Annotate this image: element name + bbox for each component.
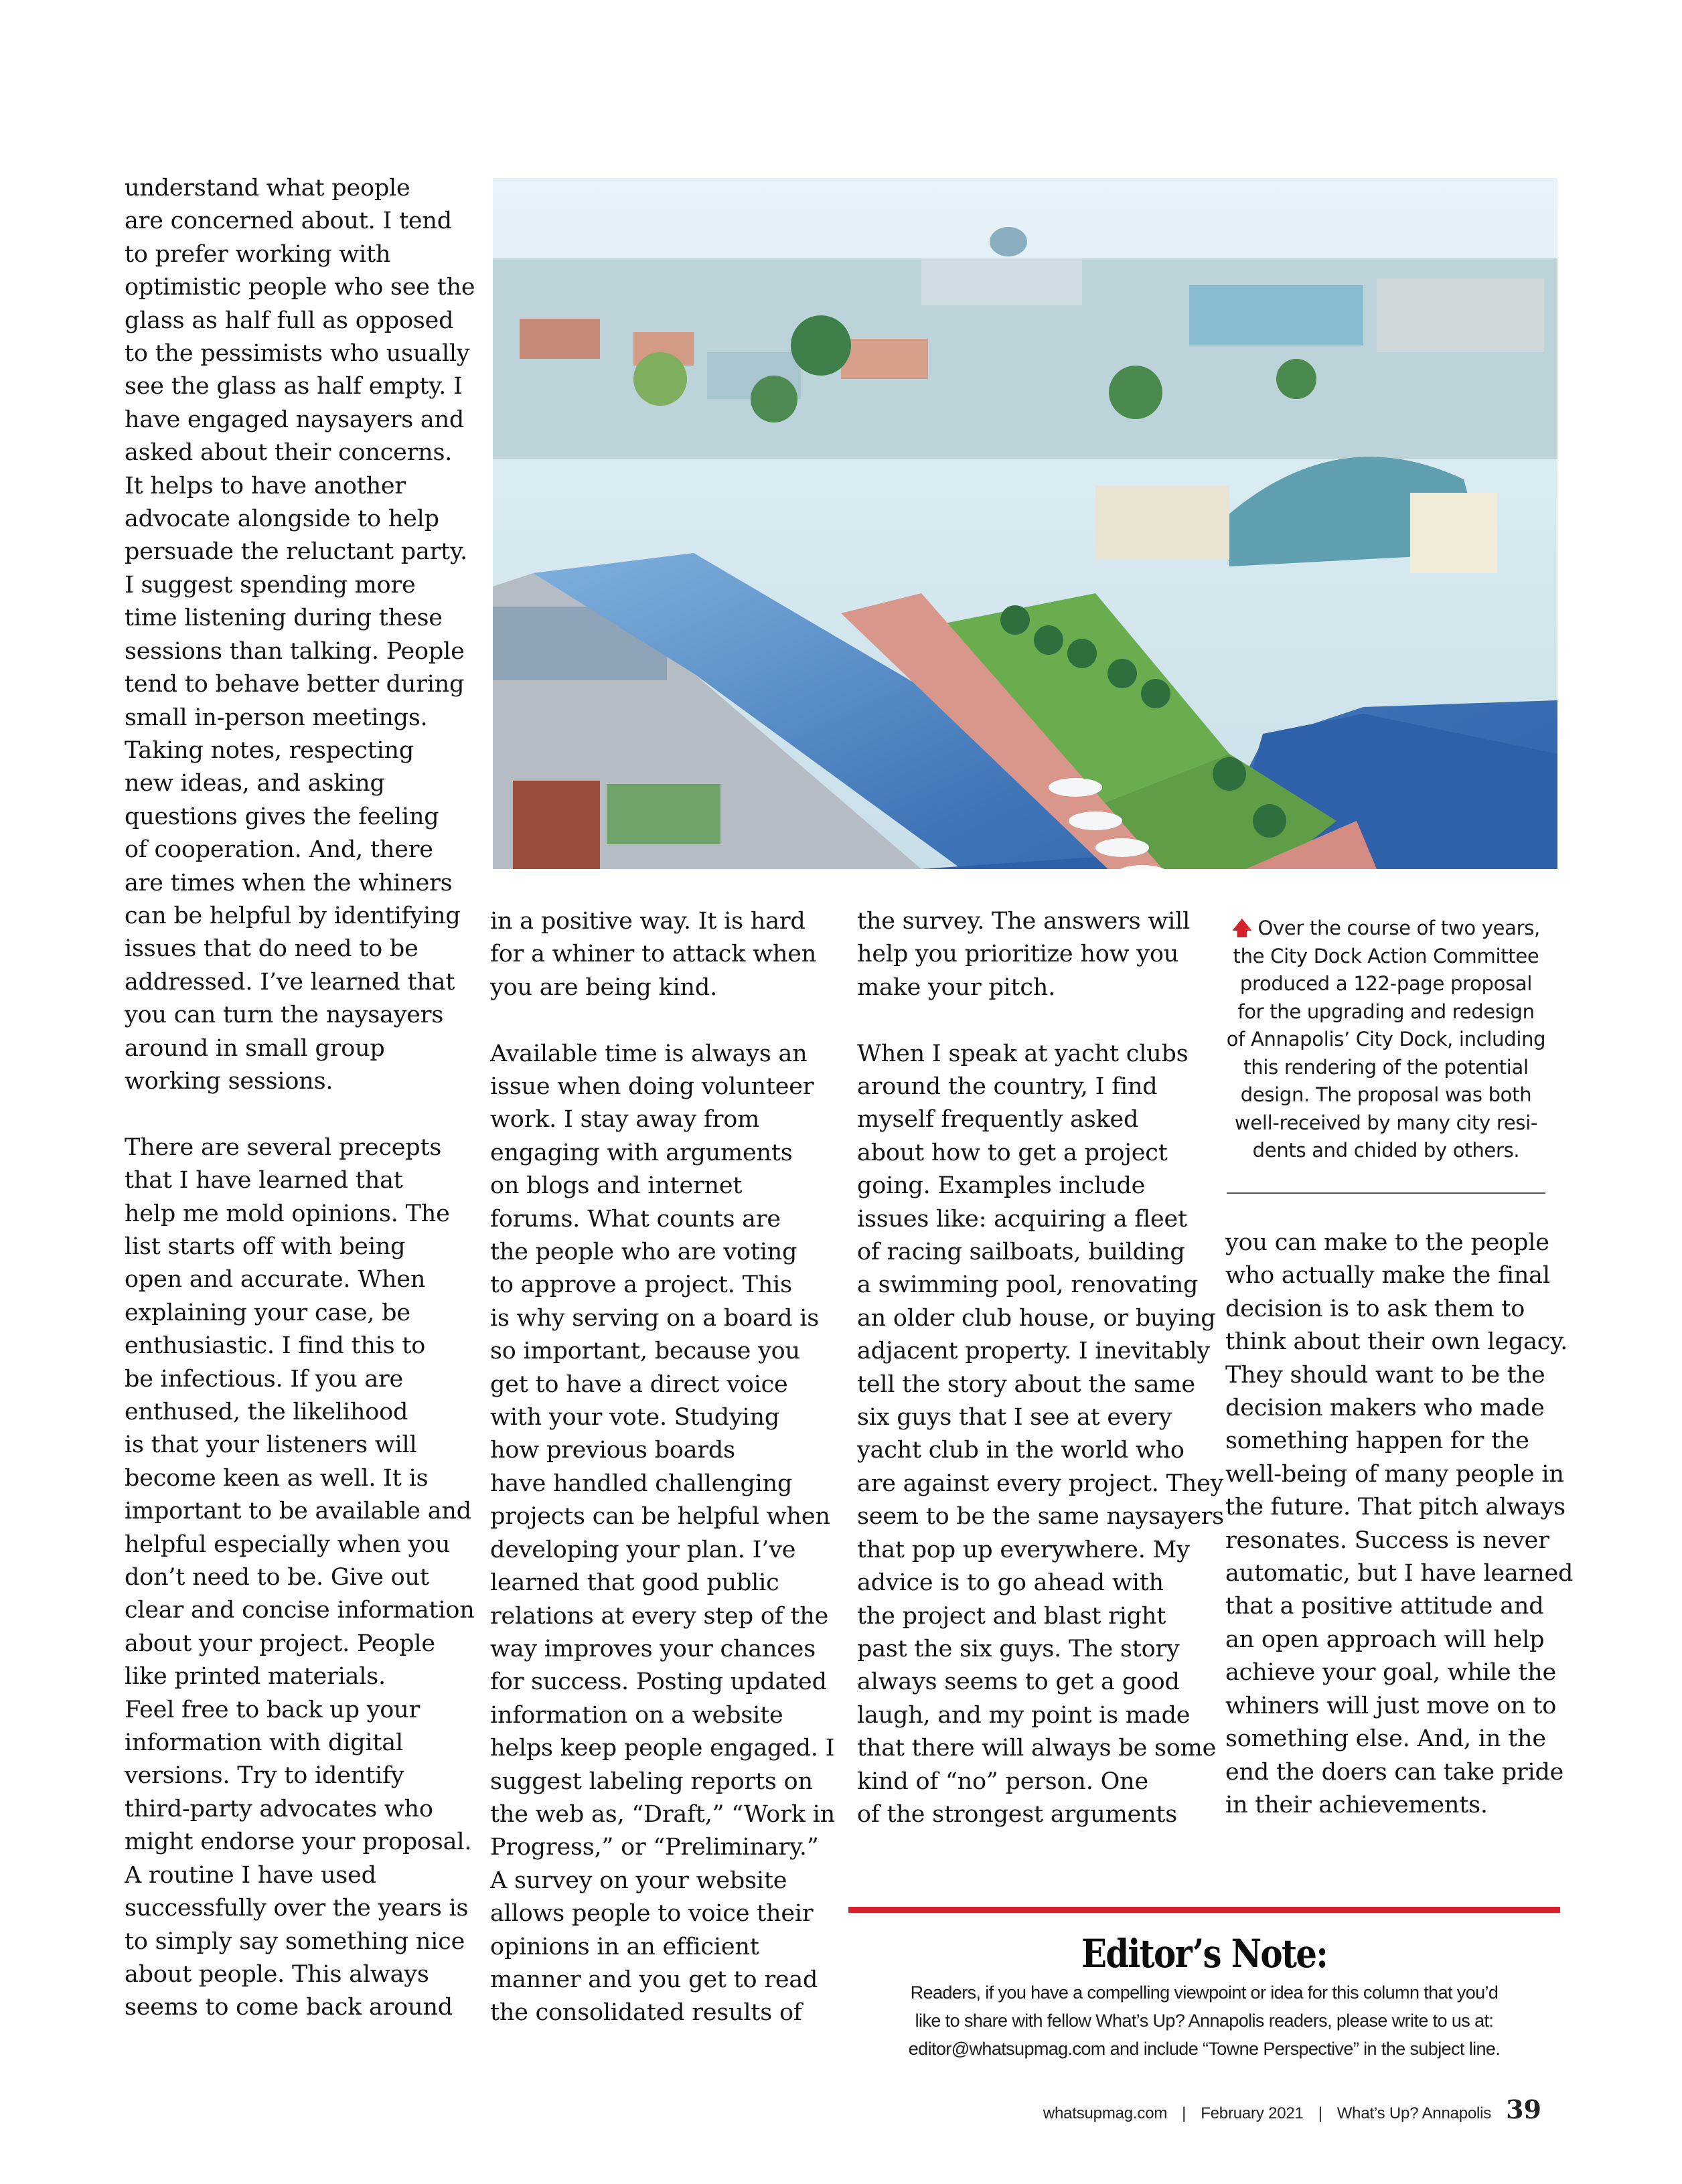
article-line: allows people to voice their [490, 1900, 814, 1928]
article-line: always seems to get a good [857, 1668, 1180, 1696]
editors-note-divider [848, 1907, 1560, 1913]
article-line: to simply say something nice [125, 1928, 465, 1955]
article-line: It helps to have another [125, 472, 406, 499]
article-line: for success. Posting updated [490, 1668, 827, 1696]
article-line: enthusiastic. I find this to [125, 1332, 426, 1360]
article-line: of racing sailboats, building [857, 1239, 1185, 1266]
article-line: Feel free to back up your [125, 1696, 420, 1723]
footer-separator: | [1318, 2104, 1322, 2122]
article-line: yacht club in the world who [857, 1437, 1184, 1464]
article-column-4 [1225, 1227, 1574, 1822]
article-line: might endorse your proposal. [125, 1828, 472, 1856]
article-line: working sessions. [125, 1067, 333, 1095]
article-line: kind of “no” person. One [857, 1768, 1148, 1795]
rendering-illustration [493, 178, 1557, 869]
caption-line-0: 🡅 Over the course of two years, [1232, 917, 1540, 939]
article-line: They should want to be the [1225, 1361, 1545, 1389]
article-line: well-being of many people in [1225, 1460, 1564, 1488]
article-line: issues like: acquiring a fleet [857, 1205, 1187, 1233]
footer-separator: | [1182, 2104, 1187, 2122]
article-line: advocate alongside to help [125, 505, 439, 533]
article-line: tend to behave better during [125, 671, 465, 698]
article-line: about people. This always [125, 1960, 429, 1988]
article-line: don’t need to be. Give out [125, 1564, 429, 1591]
article-line: are concerned about. I tend [125, 208, 452, 235]
article-line: something happen for the [1225, 1427, 1529, 1455]
article-line: think about their own legacy. [1225, 1328, 1568, 1356]
editors-note-line: Readers, if you have a compelling viewpoint or idea for this column that you’d [910, 1982, 1499, 2003]
article-line: to the pessimists who usually [125, 340, 470, 368]
article-line: for a whiner to attack when [490, 941, 817, 968]
article-line: optimistic people who see the [125, 274, 475, 301]
footer-issue: February 2021 [1201, 2104, 1304, 2122]
article-line: relations at every step of the [490, 1602, 829, 1630]
article-line: addressed. I’ve learned that [125, 968, 455, 996]
article-line: the consolidated results of [490, 1999, 802, 2027]
caption-line: design. The proposal was both [1240, 1083, 1532, 1106]
article-line: that pop up everywhere. My [857, 1536, 1190, 1563]
city-dock-rendering-image [493, 178, 1557, 869]
editors-note-line: editor@whatsupmag.com and include “Towne Perspective” in the subject line. [908, 2039, 1501, 2059]
article-line: end the doers can take pride [1225, 1758, 1564, 1786]
article-line: work. I stay away from [490, 1106, 760, 1134]
article-line: in their achievements. [1225, 1791, 1488, 1818]
article-line: manner and you get to read [490, 1966, 818, 1993]
article-line: about how to get a project [857, 1139, 1168, 1166]
article-line [857, 1004, 1205, 1037]
article-line: important to be available and [125, 1498, 471, 1525]
article-line: When I speak at yacht clubs [857, 1040, 1189, 1067]
article-line: decision makers who made [1225, 1395, 1545, 1422]
article-line: third-party advocates who [125, 1795, 433, 1822]
article-line: advice is to go ahead with [857, 1569, 1164, 1597]
article-line: adjacent property. I inevitably [857, 1338, 1211, 1365]
article-line: sessions than talking. People [125, 637, 465, 665]
article-line: you are being kind. [490, 973, 718, 1001]
article-line: forums. What counts are [490, 1205, 781, 1233]
article-line: get to have a direct voice [490, 1371, 788, 1398]
article-line: around in small group [125, 1034, 385, 1062]
article-line: versions. Try to identify [125, 1762, 404, 1790]
article-line: laugh, and my point is made [857, 1701, 1191, 1729]
article-line: understand what people [125, 175, 410, 202]
article-line [125, 1098, 459, 1131]
article-line: are against every project. They [857, 1470, 1224, 1497]
article-line: is why serving on a board is [490, 1304, 820, 1332]
article-line: of cooperation. And, there [125, 836, 433, 864]
article-line: suggest labeling reports on [490, 1768, 813, 1795]
article-line: see the glass as half empty. I [125, 373, 463, 400]
article-line: projects can be helpful when [490, 1503, 830, 1531]
article-line: the project and blast right [857, 1602, 1166, 1630]
article-line: resonates. Success is never [1225, 1527, 1549, 1554]
article-line: whiners will just move on to [1225, 1692, 1557, 1719]
article-line: is that your listeners will [125, 1431, 417, 1459]
caption-divider [1227, 1192, 1545, 1194]
article-line: about your project. People [125, 1630, 435, 1657]
article-line: I suggest spending more [125, 571, 416, 599]
article-line: new ideas, and asking [125, 770, 385, 797]
caption-line: for the upgrading and redesign [1237, 1000, 1535, 1023]
article-line: achieve your goal, while the [1225, 1659, 1557, 1687]
up-arrow-icon: 🡅 [1232, 917, 1252, 939]
article-line: can be helpful by identifying [125, 902, 461, 929]
article-line: glass as half full as opposed [125, 307, 454, 334]
article-line: Taking notes, respecting [125, 736, 414, 764]
article-line: clear and concise information [125, 1597, 475, 1624]
article-line: engaging with arguments [490, 1139, 793, 1166]
article-line: that I have learned that [125, 1167, 403, 1194]
article-line: around the country, I find [857, 1073, 1158, 1101]
article-line: become keen as well. It is [125, 1464, 429, 1492]
article-line: that a positive attitude and [1225, 1593, 1544, 1620]
article-line: have engaged naysayers and [125, 406, 465, 433]
article-line: enthused, the likelihood [125, 1399, 408, 1426]
article-line: be infectious. If you are [125, 1365, 404, 1393]
article-line: you can make to the people [1225, 1229, 1549, 1256]
article-line: helpful especially when you [125, 1531, 451, 1558]
article-line: that there will always be some [857, 1735, 1217, 1762]
article-line: the people who are voting [490, 1239, 797, 1266]
image-caption [1215, 915, 1557, 1165]
article-line: A routine I have used [125, 1861, 376, 1889]
article-line: the future. That pitch always [1225, 1494, 1565, 1521]
article-line: issues that do need to be [125, 935, 418, 963]
article-line: issue when doing volunteer [490, 1073, 814, 1101]
article-line: asked about their concerns. [125, 439, 453, 467]
article-line: you can turn the naysayers [125, 1002, 444, 1029]
editors-note-title: Editor’s Note: [1081, 1931, 1328, 1976]
article-line: learned that good public [490, 1569, 779, 1597]
article-line: with your vote. Studying [490, 1404, 780, 1431]
article-line: successfully over the years is [125, 1895, 469, 1922]
article-line: information on a website [490, 1701, 783, 1729]
article-line: Progress,” or “Preliminary.” [490, 1834, 819, 1861]
article-line: a swimming pool, renovating [857, 1271, 1199, 1299]
article-line: of the strongest arguments [857, 1800, 1178, 1828]
article-line: questions gives the feeling [125, 803, 439, 830]
article-column-2 [490, 905, 838, 2030]
article-line: have handled challenging [490, 1470, 793, 1497]
caption-line: this rendering of the potential [1243, 1055, 1529, 1079]
article-line: an older club house, or buying [857, 1304, 1216, 1332]
article-column-1 [125, 172, 475, 2025]
editors-note-line: like to share with fellow What’s Up? Annapolis readers, please write to us at: [915, 2011, 1494, 2031]
article-line: something else. And, in the [1225, 1725, 1546, 1753]
article-line: small in-person meetings. [125, 704, 428, 731]
article-line: on blogs and internet [490, 1172, 743, 1200]
article-line: who actually make the final [1225, 1262, 1550, 1290]
article-line: There are several precepts [125, 1134, 442, 1161]
article-line: tell the story about the same [857, 1371, 1195, 1398]
page-number: 39 [1506, 2094, 1541, 2124]
caption-line: of Annapolis’ City Dock, including [1226, 1028, 1546, 1050]
article-line: explaining your case, be [125, 1299, 410, 1326]
page-footer [1043, 2094, 1541, 2128]
article-line: to prefer working with [125, 240, 391, 268]
caption-line: the City Dock Action Committee [1233, 944, 1539, 967]
article-column-3 [857, 905, 1224, 1831]
editors-note-body [845, 1978, 1563, 2063]
article-line: so important, because you [490, 1338, 800, 1365]
article-line: automatic, but I have learned [1225, 1560, 1574, 1587]
article-line: the web as, “Draft,” “Work in [490, 1800, 835, 1828]
article-line: decision is to ask them to [1225, 1295, 1525, 1322]
article-line [490, 1004, 838, 1037]
article-line: past the six guys. The story [857, 1635, 1180, 1662]
footer-publication: What’s Up? Annapolis [1336, 2104, 1492, 2122]
article-line: developing your plan. I’ve [490, 1536, 796, 1563]
article-line: help me mold opinions. The [125, 1200, 450, 1227]
footer-site[interactable]: whatsupmag.com [1043, 2104, 1168, 2122]
article-line: to approve a project. This [490, 1271, 792, 1299]
article-line: opinions in an efficient [490, 1933, 759, 1960]
article-line: seem to be the same naysayers [857, 1503, 1224, 1531]
caption-line: dents and chided by others. [1252, 1139, 1520, 1162]
article-line: A survey on your website [490, 1867, 787, 1894]
article-line: open and accurate. When [125, 1266, 426, 1294]
article-line: list starts off with being [125, 1233, 406, 1260]
article-line: information with digital [125, 1729, 403, 1757]
article-line: going. Examples include [857, 1172, 1146, 1200]
article-line: time listening during these [125, 605, 443, 632]
article-line: seems to come back around [125, 1994, 453, 2021]
article-line: six guys that I see at every [857, 1404, 1172, 1431]
article-line: in a positive way. It is hard [490, 908, 806, 935]
article-line: make your pitch. [857, 973, 1056, 1001]
caption-line: well-received by many city resi- [1234, 1111, 1538, 1134]
article-line: help you prioritize how you [857, 941, 1179, 968]
article-line: Available time is always an [490, 1040, 808, 1067]
caption-line: produced a 122-page proposal [1239, 972, 1533, 995]
article-line: an open approach will help [1225, 1626, 1545, 1653]
article-line: are times when the whiners [125, 869, 453, 896]
article-line: like printed materials. [125, 1663, 386, 1691]
article-line: way improves your chances [490, 1635, 816, 1662]
article-line: how previous boards [490, 1437, 735, 1464]
article-line: myself frequently asked [857, 1106, 1139, 1134]
article-line: the survey. The answers will [857, 908, 1191, 935]
article-line: helps keep people engaged. I [490, 1735, 835, 1762]
article-line: persuade the reluctant party. [125, 538, 467, 566]
